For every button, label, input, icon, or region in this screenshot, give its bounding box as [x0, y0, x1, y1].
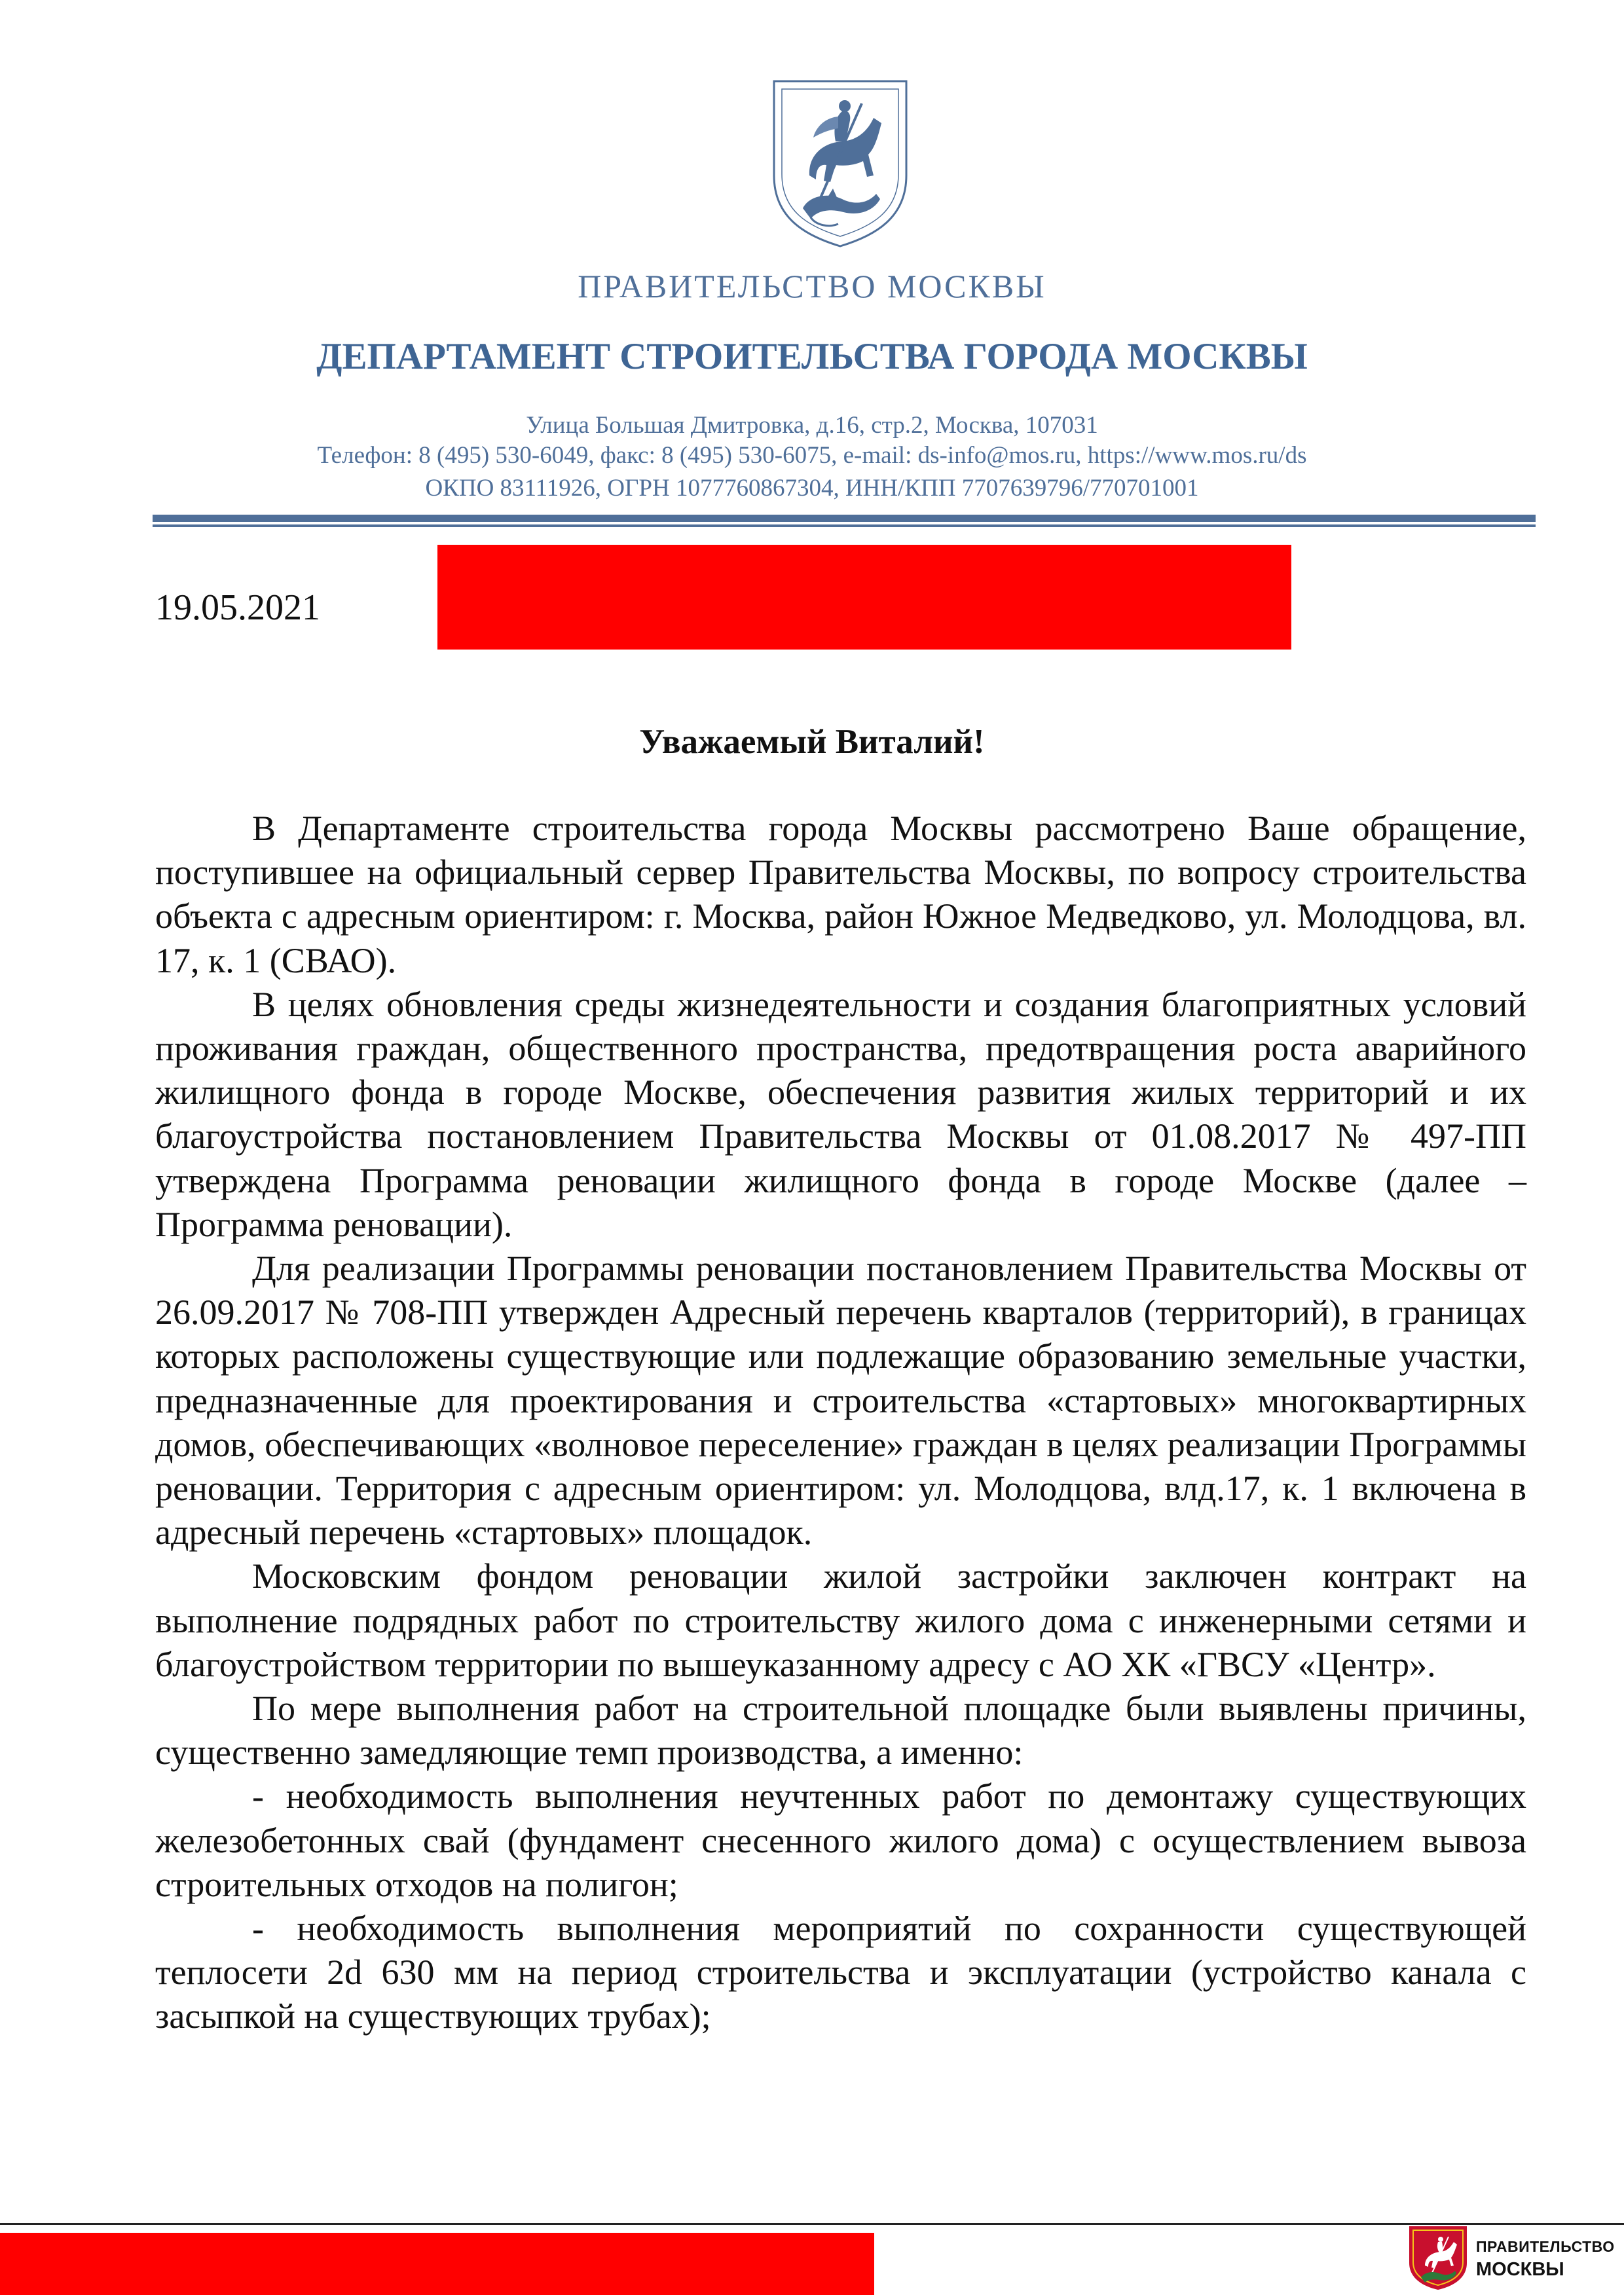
footer-logo-line2: МОСКВЫ	[1476, 2259, 1564, 2280]
body-paragraph: В целях обновления среды жизнедеятельности и создания благоприятных условий проживания граждан, общественного пространства, предотвращения роста аварийного жилищного фонда в городе Москве, обеспечения развития жилых территорий и их благоустройства постановлением Правительства Москвы от 01.08.2017 № 497-ПП утверждена Программа реновации жилищного фонда в городе Москве (далее – Программа реновации).	[155, 984, 1526, 1244]
footer-divider	[0, 2223, 1624, 2225]
letter-greeting: Уважаемый Виталий!	[639, 723, 985, 761]
letter-body	[155, 807, 1526, 2039]
body-paragraph: По мере выполнения работ на строительной площадке были выявлены причины, существенно замедляющие темп производства, а именно:	[155, 1689, 1526, 1772]
department-title: ДЕПАРТАМЕНТ СТРОИТЕЛЬСТВА ГОРОДА МОСКВЫ	[316, 336, 1308, 377]
government-title: ПРАВИТЕЛЬСТВО МОСКВЫ	[578, 268, 1046, 304]
registration-line: ОКПО 83111926, ОГРН 1077760867304, ИНН/КПП 7707639796/770701001	[425, 475, 1199, 502]
letter-date: 19.05.2021	[155, 587, 320, 628]
body-list-item: - необходимость выполнения неучтенных работ по демонтажу существующих железобетонных свай (фундамент снесенного жилого дома) с осуществлением вывоза строительных отходов на полигон;	[155, 1776, 1526, 1904]
footer-coat-of-arms-icon	[1408, 2225, 1468, 2290]
redaction-block-footer	[0, 2233, 874, 2295]
body-paragraph: Для реализации Программы реновации постановлением Правительства Москвы от 26.09.2017 № 708-ПП утвержден Адресный перечень кварталов (территорий), в границах которых расположены существующие или подлежащие образованию земельные участки, предназначенные для проектирования и строительства «стартовых» многоквартирных домов, обеспечивающих «волновое переселение» граждан в целях реализации Программы реновации. Территория с адресным ориентиром: ул. Молодцова, влд.17, к. 1 включена в адресный перечень «стартовых» площадок.	[155, 1249, 1526, 1552]
redaction-block	[437, 545, 1291, 650]
address-line: Улица Большая Дмитровка, д.16, стр.2, Москва, 107031	[526, 412, 1098, 439]
footer-logo-text	[1476, 2235, 1620, 2281]
body-list-item: - необходимость выполнения мероприятий по сохранности существующей теплосети 2d 630 мм на период строительства и эксплуатации (устройство канала с засыпкой на существующих трубах);	[155, 1909, 1526, 2036]
header-divider-thin	[153, 524, 1536, 527]
contact-line: Телефон: 8 (495) 530-6049, факс: 8 (495) 530-6075, e-mail: ds-info@mos.ru, https://www.mos.ru/ds	[317, 442, 1307, 469]
header-divider-thick	[153, 515, 1536, 522]
footer-logo-line1: ПРАВИТЕЛЬСТВО	[1476, 2238, 1615, 2255]
body-paragraph: В Департаменте строительства города Москвы рассмотрено Ваше обращение, поступившее на официальный сервер Правительства Москвы, по вопросу строительства объекта с адресным ориентиром: г. Москва, район Южное Медведково, ул. Молодцова, вл. 17, к. 1 (СВАО).	[155, 809, 1526, 980]
body-paragraph: Московским фондом реновации жилой застройки заключен контракт на выполнение подрядных работ по строительству жилого дома с инженерными сетями и благоустройством территории по вышеуказанному адресу с АО ХК «ГВСУ «Центр».	[155, 1556, 1526, 1684]
moscow-coat-of-arms-icon	[770, 77, 910, 249]
